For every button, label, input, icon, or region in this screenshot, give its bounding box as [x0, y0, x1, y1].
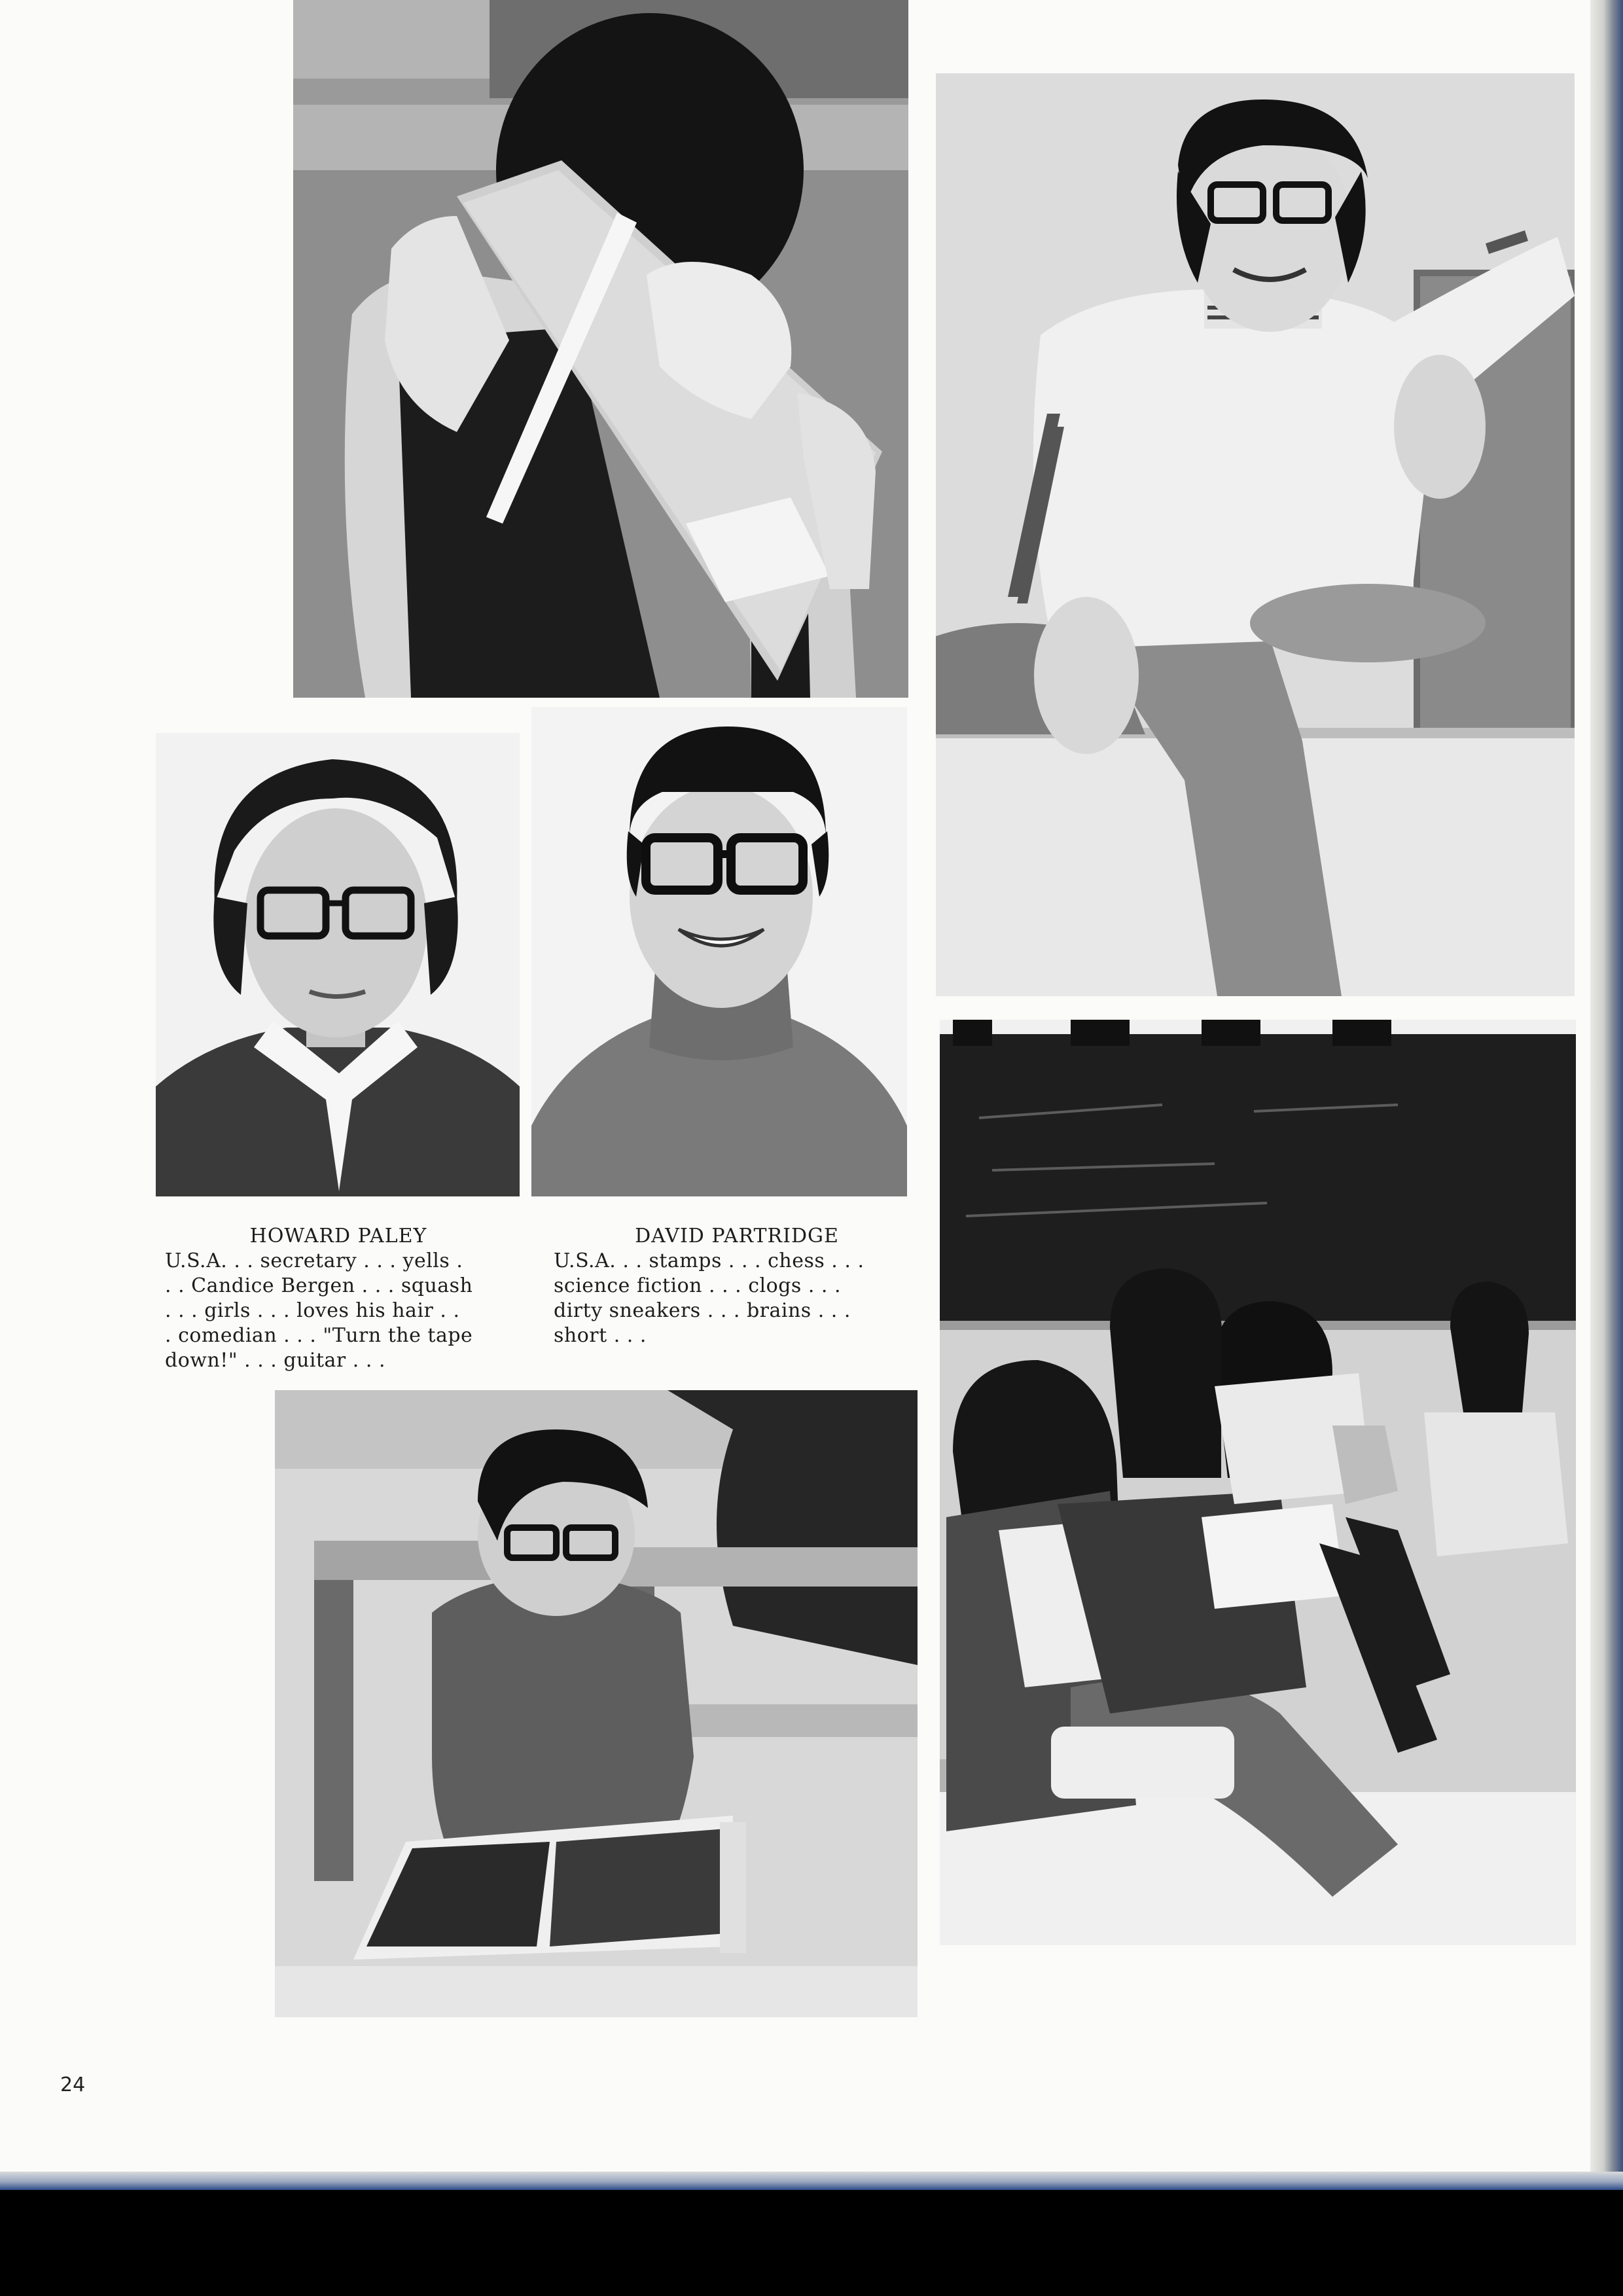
page-number: 24	[60, 2073, 86, 2096]
student-name: DAVID PARTRIDGE	[635, 1225, 839, 1247]
student-detail-line: short . . .	[554, 1324, 647, 1347]
photo-student-sitting	[936, 73, 1575, 996]
photo-classroom-girls-reading	[940, 1020, 1576, 1945]
portrait-howard-paley	[156, 733, 520, 1196]
student-detail-line: science fiction . . . clogs . . .	[554, 1274, 842, 1297]
student-detail-line: . comedian . . . "Turn the tape	[165, 1324, 473, 1347]
caption-howard-paley	[165, 1224, 512, 1373]
scan-background	[0, 2190, 1623, 2296]
photo-student-with-notebook	[293, 0, 908, 698]
student-detail-line: U.S.A. . . stamps . . . chess . . .	[554, 1249, 865, 1272]
binding-edge	[0, 2172, 1623, 2190]
student-detail-line: . . Candice Bergen . . . squash	[165, 1274, 473, 1297]
portrait-david-partridge	[531, 707, 907, 1196]
caption-david-partridge	[554, 1224, 920, 1348]
student-detail-line: U.S.A. . . secretary . . . yells .	[165, 1249, 463, 1272]
student-name: HOWARD PALEY	[249, 1225, 427, 1247]
photo-student-reading	[275, 1390, 918, 2017]
student-detail-line: down!" . . . guitar . . .	[165, 1349, 385, 1372]
student-detail-line: . . . girls . . . loves his hair . .	[165, 1299, 460, 1322]
student-detail-line: dirty sneakers . . . brains . . .	[554, 1299, 851, 1322]
page-edge	[1590, 0, 1623, 2179]
